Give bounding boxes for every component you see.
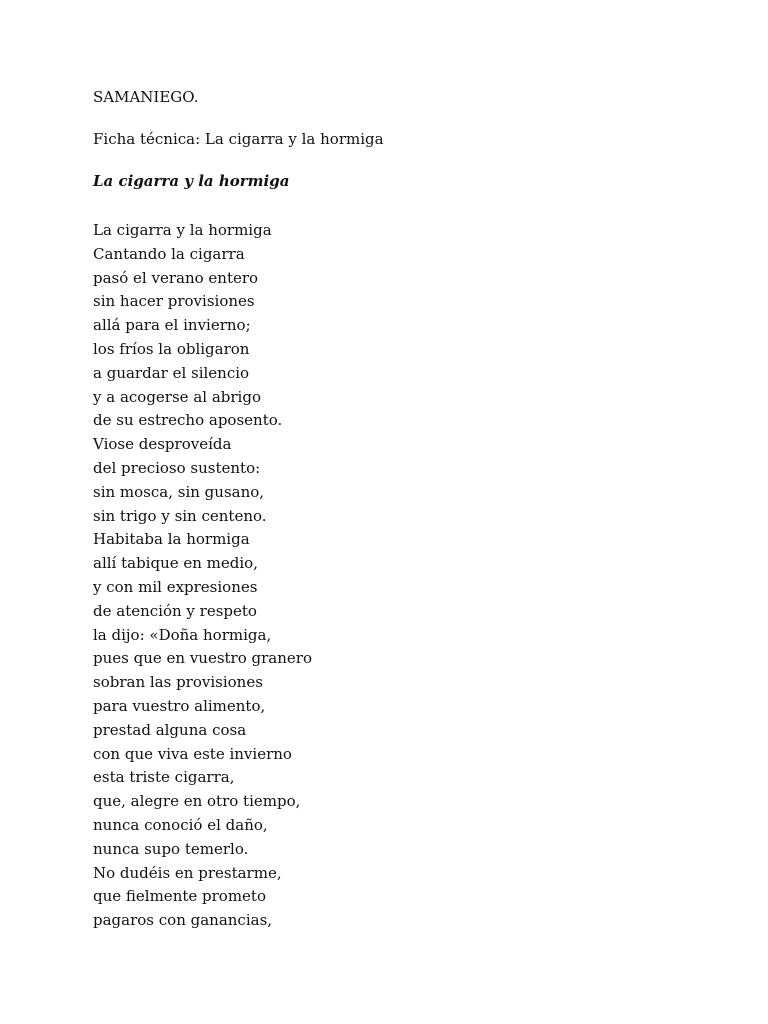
poem-line: Viose desproveída	[93, 435, 232, 454]
poem-line: pues que en vuestro granero	[93, 649, 312, 668]
poem-line: allí tabique en medio,	[93, 554, 258, 573]
poem-line: nunca supo temerlo.	[93, 839, 249, 858]
poem-line: que fielmente prometo	[93, 887, 266, 906]
poem-line: esta triste cigarra,	[93, 768, 235, 787]
poem-line: pagaros con ganancias,	[93, 911, 273, 930]
poem-line: Cantando la cigarra	[93, 244, 245, 263]
poem-line: Habitaba la hormiga	[93, 530, 250, 549]
poem-line: sobran las provisiones	[93, 673, 263, 692]
poem-line: de su estrecho aposento.	[93, 411, 283, 430]
poem-line: nunca conoció el daño,	[93, 815, 268, 834]
poem-subtitle: La cigarra y la hormiga	[93, 172, 290, 190]
author-name: SAMANIEGO.	[93, 88, 199, 106]
poem-line: del precioso sustento:	[93, 458, 261, 477]
poem-line: a guardar el silencio	[93, 363, 250, 382]
poem-line: y con mil expresiones	[93, 577, 258, 596]
poem-line: allá para el invierno;	[93, 316, 251, 335]
poem-line: No dudéis en prestarme,	[93, 863, 282, 882]
poem-line: para vuestro alimento,	[93, 696, 266, 715]
poem-line: prestad alguna cosa	[93, 720, 247, 739]
poem-line: de atención y respeto	[93, 601, 257, 620]
poem-line: los fríos la obligaron	[93, 339, 250, 358]
poem-line: sin mosca, sin gusano,	[93, 482, 265, 501]
document-page	[93, 86, 693, 933]
ficha-tecnica-line: Ficha técnica: La cigarra y la hormiga	[93, 130, 384, 148]
poem-body	[93, 219, 693, 933]
poem-line: pasó el verano entero	[93, 268, 259, 287]
poem-line: sin trigo y sin centeno.	[93, 506, 267, 525]
poem-line: sin hacer provisiones	[93, 292, 255, 311]
poem-line: La cigarra y la hormiga	[93, 221, 272, 239]
poem-line: la dijo: «Doña hormiga,	[93, 625, 272, 644]
poem-line: y a acogerse al abrigo	[93, 387, 261, 406]
poem-line: que, alegre en otro tiempo,	[93, 792, 301, 811]
poem-line: con que viva este invierno	[93, 744, 292, 763]
